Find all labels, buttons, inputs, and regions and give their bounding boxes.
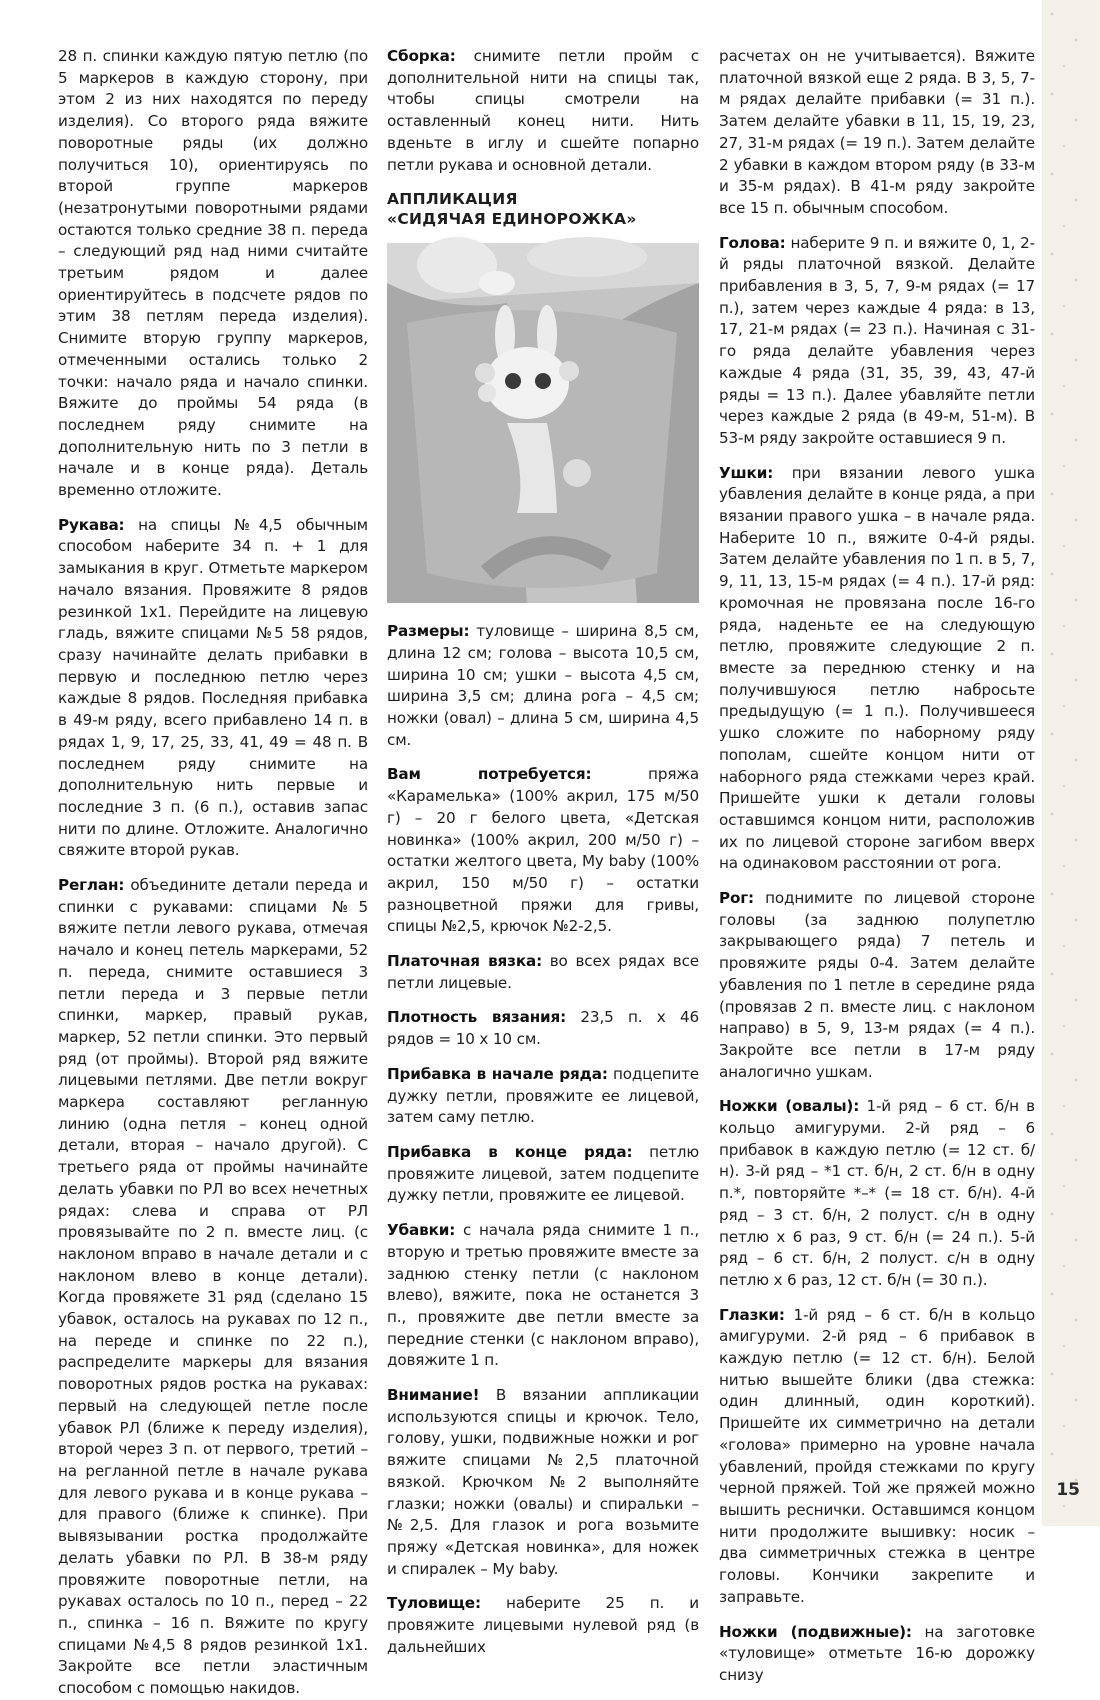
paragraph-text: наберите 25 п. и провяжите лицевыми нулевой ряд (в дальнейших xyxy=(387,1594,699,1656)
paragraph-label: Плотность вязания: xyxy=(387,1008,567,1027)
paragraph-label: Прибавка в конце ряда: xyxy=(387,1142,633,1161)
paragraph-materials xyxy=(387,764,699,938)
section-heading xyxy=(387,189,699,229)
paragraph-label: Вам потребуется: xyxy=(387,765,592,784)
paragraph-raglan xyxy=(58,875,368,1700)
paragraph-text: пряжа «Карамелька» (100% акрил, 175 м/50 г) – 20 г белого цвета, «Детская новинка» (100% акрил, 200 м/50 г) – остатки желтого цвета, My baby (100% акрил, 150 м/50 г) – остатки разноцветной пряжи для гривы, спицы №2,5, крючок №2-2,5. xyxy=(387,765,699,936)
paragraph-body xyxy=(387,1593,699,1658)
paragraph-text: во всех рядах все петли лицевые. xyxy=(387,952,699,992)
paragraph-back-markers xyxy=(58,46,368,502)
paragraph-text: поднимите по лицевой стороне головы (за заднюю полупетлю закрывающего ряда) 7 петель и провяжите ряды 0-4. Затем делайте убавления по 1 петле в середине ряда (провязав 2 п. вместе лиц. с наклоном направо) в 5, 9, 13-м рядах (= 4 п.). Закройте все петли в 17-м ряду аналогично ушкам. xyxy=(719,889,1035,1081)
section-heading-line-1: АППЛИКАЦИЯ xyxy=(387,190,518,209)
paragraph-label: Реглан: xyxy=(58,876,125,895)
paragraph-attention xyxy=(387,1385,699,1580)
paragraph-label: Убавки: xyxy=(387,1221,456,1240)
paragraph-sizes xyxy=(387,621,699,751)
paragraph-text: 23,5 п. х 46 рядов = 10 х 10 см. xyxy=(387,1008,699,1049)
paragraph-label: Рог: xyxy=(719,889,754,908)
paragraph-text: при вязании левого ушка убавления делайте в конце ряда, а при вязании правого ушка – в начале ряда. Наберите 10 п., вяжите 0-4-й ряды. Затем делайте убавления по 1 п. в 5, 7, 9, 11, 13, 15-м рядах (= 4 п.). 17-й ряд: кромочная не провязана после 16-го ряда, наденьте ее на следующую петлю, провяжите следующие 2 п. вместе за переднюю стенку и на получившуюся петлю набросьте предыдущую (= 1 п.). Получившееся ушко сложите по наборному ряду пополам, сшейте концом нити от наборного ряда стежками через край. Пришейте ушки к детали головы оставшимся концом нити, расположив их по лицевой стороне загибом вверх на одинаковом расстоянии от рога. xyxy=(719,463,1035,873)
paragraph-gauge xyxy=(387,1007,699,1050)
paragraph-label: Ушки: xyxy=(719,463,774,482)
photo-illustration xyxy=(387,243,699,603)
paragraph-label: Глазки: xyxy=(719,1305,785,1324)
paragraph-text: 1-й ряд – 6 ст. б/н в кольцо амигуруми. 2-й ряд – 6 прибавок в каждую петлю (= 12 ст. б/н). 3-й ряд – *1 ст. б/н, 2 ст. б/н в одну п.*, повторяйте *–* (= 18 ст. б/н). 4-й ряд – 3 ст. б/н, 2 полуст. с/н в одну петлю х 6 раз, 9 ст. б/н (= 24 п.). 5-й ряд – 6 ст. б/н, 2 полуст. с/н в одну петлю х 6 раз, 12 ст. б/н (= 30 п.). xyxy=(719,1097,1035,1289)
paragraph-label: Прибавка в начале ряда: xyxy=(387,1064,608,1083)
paragraph-label: Размеры: xyxy=(387,622,470,641)
paragraph-increase-start xyxy=(387,1064,699,1129)
paragraph-text: объедините детали переда и спинки с рукавами: спицами №5 вяжите петли левого рукава, отмечая начало и конец петель маркерами, 52 п. переда, снимите оставшиеся 3 петли переда и 3 первые петли спинки, маркер, правый рукав, маркер, 52 петли спинки. Это первый ряд (от проймы). Второй ряд вяжите лицевыми петлями. Две петли вокруг маркера составляют регланную линию (одна петля – конец одной детали, вторая – начало другой). С третьего ряда от проймы начинайте делать убавки по РЛ во всех нечетных рядах: слева и справа от РЛ провязывайте по 2 п. вместе лиц. (с наклоном вправо в начале детали и с наклоном влево в конце детали). Когда провяжете 31 ряд (сделано 15 убавок, осталось на рукавах по 12 п., на переде и спинке по 22 п.), распределите маркеры для вязания поворотных рядов ростка на рукавах: первый на следующей петле после убавок РЛ (ближе к переду изделия), второй через 3 п. от первого, третий – на регланной петле в начале рукава для левого рукава и в конце рукава – для правого (ближе к спинке). При вывязывании ростка продолжайте делать убавки по РЛ. В 38-м ряду провяжите поворотные петли, на рукавах осталось по 10 п., перед – 22 п., спинка – 16 п. Вяжите по кругу спицами №4,5 8 рядов резинкой 1х1. Закройте все петли эластичным способом с помощью накидов. xyxy=(58,876,368,1698)
text-column-1 xyxy=(58,46,368,1700)
paragraph-text: подцепите дужку петли, провяжите ее лицевой, затем саму петлю. xyxy=(387,1064,699,1127)
paragraph-feet-ovals xyxy=(719,1096,1035,1291)
paragraph-garter-stitch xyxy=(387,951,699,994)
paragraph-label: Платочная вязка: xyxy=(387,952,543,971)
paragraph-horn xyxy=(719,888,1035,1083)
paragraph-assembly xyxy=(387,46,699,176)
paragraph-text: петлю провяжите лицевой, затем подцепите дужку петли, провяжите ее лицевой. xyxy=(387,1142,700,1205)
paragraph-ears xyxy=(719,463,1035,875)
paragraph-sleeves xyxy=(58,515,368,862)
text-column-2 xyxy=(387,46,699,1658)
paragraph-decreases xyxy=(387,1220,699,1372)
paragraph-eyes xyxy=(719,1305,1035,1609)
paragraph-label: Рукава: xyxy=(58,515,125,534)
decorative-margin-strip xyxy=(1042,0,1100,1526)
paragraph-feet-movable xyxy=(719,1622,1035,1687)
paragraph-text: В вязании аппликации используются спицы и крючок. Тело, голову, ушки, подвижные ножки и рог вяжите спицами №2,5 платочной вязкой. Крючком №2 выполняйте глазки; ножки (овалы) и спиральки – №2,5. Для глазок и рога возьмите пряжу «Детская новинка», для ножек и спиралек – My baby. xyxy=(387,1386,699,1578)
sweater-unicorn-photo xyxy=(387,243,699,603)
text-column-3 xyxy=(719,46,1035,1687)
paragraph-text: снимите петли пройм с дополнительной нити на спицы так, чтобы спицы смотрели на оставленный конец нити. Нить вденьте в иглу и сшейте попарно петли рукава и основной детали. xyxy=(387,47,699,174)
paragraph-body-continued xyxy=(719,46,1035,220)
paragraph-label: Туловище: xyxy=(387,1594,481,1613)
paragraph-head xyxy=(719,233,1035,450)
paragraph-increase-end xyxy=(387,1142,699,1207)
paragraph-label: Внимание! xyxy=(387,1386,480,1405)
paragraph-label: Сборка: xyxy=(387,47,456,65)
paragraph-label: Ножки (подвижные): xyxy=(719,1622,912,1641)
paragraph-text: на заготовке «туловище» отметьте 16-ю дорожку снизу xyxy=(719,1622,1035,1684)
paragraph-text: туловище – ширина 8,5 см, длина 12 см; голова – высота 10,5 см, ширина 10 см; ушки – высота 4,5 см, ширина 3,5 см; длина рога – 4,5 см; ножки (овал) – длина 5 см, ширина 4,5 см. xyxy=(387,622,699,749)
paragraph-text: расчетах он не учитывается). Вяжите платочной вязкой еще 2 ряда. В 3, 5, 7-м рядах делайте прибавки (= 31 п.). Затем делайте убавки в 11, 15, 19, 23, 27, 31-м рядах (= 19 п.). Затем делайте 2 убавки в каждом втором ряду (в 33-м и 35-м рядах). В 41-м ряду закройте все 15 п. обычным способом. xyxy=(719,47,1035,217)
page-number: 15 xyxy=(1056,1480,1080,1500)
paragraph-text: 28 п. спинки каждую пятую петлю (по 5 маркеров в каждую сторону, при этом 2 из них находятся по переду изделия). Со второго ряда вяжите поворотные ряды (их должно получиться 10), ориентируясь по второй группе маркеров (незатронутыми поворотными рядами остаются только средние 38 п. переда – следующий ряд над ними считайте третьим рядом и далее ориентируйтесь в подсчете рядов по этим 38 петлям переда изделия). Снимите вторую группу маркеров, отмеченными остались только 2 точки: начало ряда и начало спинки. Вяжите до проймы 54 ряда (в последнем ряду снимите на дополнительную нить по 3 петли в начале и в конце ряда). Деталь временно отложите. xyxy=(58,47,368,500)
section-heading-line-2: «СИДЯЧАЯ ЕДИНОРОЖКА» xyxy=(387,210,637,229)
paragraph-text: наберите 9 п. и вяжите 0, 1, 2-й ряды платочной вязкой. Делайте прибавления в 3, 5, 7, 9-м рядах (= 17 п.), затем через каждые 4 ряда: в 13, 17, 21-м рядах (= 23 п.). Начиная с 31-го ряда делайте убавления через каждые 4 ряда (31, 35, 39, 43, 47-й ряды = 13 п.). Далее убавляйте петли через каждые 2 ряда (в 49-м, 51-м). В 53-м ряду закройте оставшиеся 9 п. xyxy=(719,233,1035,447)
paragraph-text: с начала ряда снимите 1 п., вторую и третью провяжите вместе за заднюю стенку петли (с наклоном влево), вяжите, пока не останется 3 п., провяжите две петли вместе за передние стенки (с наклоном вправо), довяжите 1 п. xyxy=(387,1221,699,1370)
paragraph-label: Голова: xyxy=(719,233,786,252)
paragraph-text: на спицы №4,5 обычным способом наберите 34 п. + 1 для замыкания в круг. Отметьте маркером начало вязания. Провяжите 8 рядов резинкой 1х1. Перейдите на лицевую гладь, вяжите спицами №5 58 рядов, сразу начинайте делать прибавки в первую и последнюю петлю через каждые 8 рядов. Последняя прибавка в 49-м ряду, всего прибавлено 14 п. в рядах 1, 9, 17, 25, 33, 41, 49 = 48 п. В последнем ряду снимите на дополнительную нить первые и последние 3 п. (6 п.), оставив запас нити по длине. Отложите. Аналогично свяжите второй рукав. xyxy=(58,515,368,860)
paragraph-text: 1-й ряд – 6 ст. б/н в кольцо амигуруми. 2-й ряд – 6 прибавок в каждую петлю (= 12 ст. б/н). Белой нитью вышейте блики (два стежка: один длинный, один короткий). Пришейте их симметрично на детали «голова» примерно на уровне начала убавлений, пройдя стежками по кругу черной пряжей. Той же пряжей можно вышить реснички. Оставшимся концом нити продолжите вышивку: носик – два симметричных стежка в центре головы. Кончики закрепите и заправьте. xyxy=(719,1305,1035,1606)
paragraph-label: Ножки (овалы): xyxy=(719,1097,860,1116)
